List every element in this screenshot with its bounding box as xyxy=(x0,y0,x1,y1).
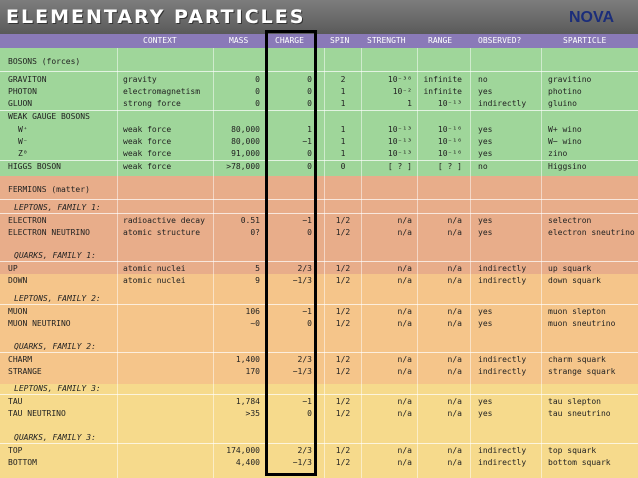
table-row xyxy=(0,227,638,239)
cell-strength: n/a xyxy=(397,307,412,316)
cell-observed: yes xyxy=(478,228,493,237)
cell-strength: 10⁻³⁸ xyxy=(387,75,412,84)
cell-mass: 4,400 xyxy=(235,458,260,467)
cell-observed: yes xyxy=(478,409,493,418)
cell-mass: 174,000 xyxy=(226,446,260,455)
cell-charge: −1 xyxy=(302,216,312,225)
cell-mass: 1,400 xyxy=(235,355,260,364)
cell-sparticle: muon sneutrino xyxy=(548,319,616,328)
section-label-bosons: BOSONS (forces) xyxy=(8,57,81,66)
column-divider xyxy=(213,48,214,478)
particle-name: TAU xyxy=(8,397,23,406)
column-divider xyxy=(470,48,471,478)
row-divider xyxy=(0,213,638,214)
cell-observed: indirectly xyxy=(478,355,527,364)
group-label: QUARKS, FAMILY 2: xyxy=(14,342,96,351)
row-divider xyxy=(0,261,638,262)
cell-context: weak force xyxy=(123,137,172,146)
cell-observed: indirectly xyxy=(478,276,527,285)
cell-range: n/a xyxy=(447,355,462,364)
cell-range: 10⁻¹⁶ xyxy=(437,149,462,158)
cell-mass: 106 xyxy=(245,307,260,316)
table-row xyxy=(0,306,638,318)
cell-spin: 1/2 xyxy=(335,458,351,467)
table-row xyxy=(0,98,638,110)
table-row xyxy=(0,457,638,469)
cell-observed: indirectly xyxy=(478,446,527,455)
page-title: ELEMENTARY PARTICLES xyxy=(6,6,306,28)
column-divider xyxy=(361,48,362,478)
cell-range: n/a xyxy=(447,458,462,467)
col-header-sparticle: SPARTICLE xyxy=(563,36,607,45)
cell-observed: yes xyxy=(478,149,493,158)
table-row xyxy=(0,445,638,457)
column-divider xyxy=(324,48,325,478)
cell-spin: 1/2 xyxy=(335,307,351,316)
cell-sparticle: down squark xyxy=(548,276,601,285)
particle-name: W⁺ xyxy=(18,125,28,134)
title-bar xyxy=(0,0,638,34)
cell-strength: n/a xyxy=(397,409,412,418)
col-header-spin: SPIN xyxy=(330,36,350,45)
cell-strength: n/a xyxy=(397,228,412,237)
cell-range: n/a xyxy=(447,409,462,418)
particle-name: W⁻ xyxy=(18,137,28,146)
col-header-context: CONTEXT xyxy=(143,36,177,45)
column-divider xyxy=(117,48,118,478)
cell-strength: n/a xyxy=(397,458,412,467)
col-header-charge: CHARGE xyxy=(275,36,304,45)
cell-sparticle: electron sneutrino xyxy=(548,228,635,237)
cell-strength: n/a xyxy=(397,276,412,285)
particle-name: STRANGE xyxy=(8,367,42,376)
cell-mass: 0.51 xyxy=(240,216,260,225)
cell-observed: yes xyxy=(478,307,493,316)
group-label: QUARKS, FAMILY 1: xyxy=(14,251,96,260)
cell-range: n/a xyxy=(447,307,462,316)
cell-mass: 9 xyxy=(255,276,260,285)
group-label-weak-bosons: WEAK GAUGE BOSONS xyxy=(8,112,90,121)
cell-charge: −1/3 xyxy=(292,367,312,376)
particle-name: CHARM xyxy=(8,355,33,364)
row-divider xyxy=(0,394,638,395)
cell-context: weak force xyxy=(123,149,172,158)
cell-spin: 1/2 xyxy=(335,276,351,285)
col-header-range: RANGE xyxy=(428,36,453,45)
particle-name: TAU NEUTRINO xyxy=(8,409,66,418)
particle-name: ELECTRON xyxy=(8,216,47,225)
cell-spin: 1/2 xyxy=(335,446,351,455)
row-divider xyxy=(0,443,638,444)
group-label: LEPTONS, FAMILY 3: xyxy=(14,384,101,393)
cell-observed: yes xyxy=(478,397,493,406)
cell-spin: 0 xyxy=(340,162,346,171)
cell-charge: −1/3 xyxy=(292,276,312,285)
cell-spin: 1/2 xyxy=(335,228,351,237)
cell-observed: yes xyxy=(478,137,493,146)
cell-sparticle: W+ wino xyxy=(548,125,582,134)
cell-mass: 91,000 xyxy=(231,149,260,158)
cell-strength: n/a xyxy=(397,216,412,225)
cell-charge: 2/3 xyxy=(297,355,312,364)
cell-observed: indirectly xyxy=(478,458,527,467)
table-row xyxy=(0,148,638,160)
cell-observed: indirectly xyxy=(478,264,527,273)
cell-observed: yes xyxy=(478,125,493,134)
group-label: QUARKS, FAMILY 3: xyxy=(14,433,96,442)
table-row xyxy=(0,396,638,408)
cell-observed: indirectly xyxy=(478,367,527,376)
cell-context: weak force xyxy=(123,162,172,171)
cell-spin: 1 xyxy=(340,87,346,96)
cell-range: n/a xyxy=(447,228,462,237)
cell-charge: 0 xyxy=(307,228,312,237)
particle-name: MUON xyxy=(8,307,28,316)
cell-observed: indirectly xyxy=(478,99,527,108)
cell-range: 10⁻¹⁶ xyxy=(437,137,462,146)
cell-mass: ~0 xyxy=(250,319,260,328)
cell-charge: 0 xyxy=(307,162,312,171)
cell-range: n/a xyxy=(447,397,462,406)
cell-range: n/a xyxy=(447,319,462,328)
row-divider xyxy=(0,71,638,72)
cell-range: [ ? ] xyxy=(437,162,462,171)
cell-range: n/a xyxy=(447,367,462,376)
cell-strength: 10⁻¹³ xyxy=(387,149,412,158)
cell-spin: 1/2 xyxy=(335,355,351,364)
cell-spin: 1/2 xyxy=(335,216,351,225)
row-divider xyxy=(0,110,638,111)
cell-strength: 1 xyxy=(407,99,412,108)
cell-charge: −1 xyxy=(302,397,312,406)
table-row xyxy=(0,124,638,136)
particle-name: GLUON xyxy=(8,99,33,108)
cell-sparticle: photino xyxy=(548,87,582,96)
cell-range: 10⁻¹⁶ xyxy=(437,125,462,134)
table-row xyxy=(0,408,638,420)
col-header-observed: OBSERVED? xyxy=(478,36,522,45)
cell-mass: 0 xyxy=(255,87,260,96)
cell-strength: 10⁻¹³ xyxy=(387,125,412,134)
particle-name: HIGGS BOSON xyxy=(8,162,61,171)
cell-sparticle: tau sneutrino xyxy=(548,409,611,418)
group-label: LEPTONS, FAMILY 2: xyxy=(14,294,101,303)
cell-context: weak force xyxy=(123,125,172,134)
cell-mass: 80,000 xyxy=(231,125,260,134)
cell-mass: 0 xyxy=(255,75,260,84)
col-header-strength: STRENGTH xyxy=(367,36,406,45)
cell-observed: yes xyxy=(478,87,493,96)
cell-sparticle: zino xyxy=(548,149,568,158)
cell-charge: −1 xyxy=(302,307,312,316)
cell-range: 10⁻¹³ xyxy=(437,99,462,108)
cell-range: infinite xyxy=(423,87,462,96)
cell-charge: 0 xyxy=(307,409,312,418)
nova-logo: NOVA xyxy=(568,9,614,26)
cell-strength: [ ? ] xyxy=(387,162,412,171)
row-divider xyxy=(0,352,638,353)
cell-range: n/a xyxy=(447,216,462,225)
cell-observed: no xyxy=(478,75,488,84)
table-row xyxy=(0,354,638,366)
cell-mass: 0? xyxy=(250,228,260,237)
table-row xyxy=(0,215,638,227)
table-row xyxy=(0,263,638,275)
cell-range: n/a xyxy=(447,264,462,273)
cell-observed: no xyxy=(478,162,488,171)
charge-column-highlight xyxy=(265,30,317,476)
cell-strength: n/a xyxy=(397,264,412,273)
cell-mass: >35 xyxy=(245,409,260,418)
cell-spin: 1/2 xyxy=(335,264,351,273)
cell-strength: 10⁻² xyxy=(392,87,412,96)
column-divider xyxy=(417,48,418,478)
particle-name: UP xyxy=(8,264,18,273)
cell-charge: 0 xyxy=(307,75,312,84)
cell-mass: 80,000 xyxy=(231,137,260,146)
table-row xyxy=(0,136,638,148)
particle-name: Z⁰ xyxy=(18,149,28,158)
cell-mass: >78,000 xyxy=(226,162,260,171)
particle-name: BOTTOM xyxy=(8,458,37,467)
cell-context: strong force xyxy=(123,99,181,108)
cell-sparticle: bottom squark xyxy=(548,458,611,467)
cell-spin: 1 xyxy=(340,99,346,108)
cell-charge: 2/3 xyxy=(297,264,312,273)
cell-charge: 0 xyxy=(307,99,312,108)
cell-strength: 10⁻¹³ xyxy=(387,137,412,146)
cell-sparticle: strange squark xyxy=(548,367,616,376)
cell-charge: 1 xyxy=(307,125,312,134)
cell-charge: 0 xyxy=(307,149,312,158)
cell-context: atomic nuclei xyxy=(123,276,186,285)
column-header-row xyxy=(0,34,638,48)
cell-sparticle: tau slepton xyxy=(548,397,601,406)
cell-sparticle: gravitino xyxy=(548,75,592,84)
cell-charge: 2/3 xyxy=(297,446,312,455)
cell-mass: 5 xyxy=(255,264,260,273)
cell-range: n/a xyxy=(447,276,462,285)
particle-name: DOWN xyxy=(8,276,28,285)
row-divider xyxy=(0,304,638,305)
cell-spin: 1/2 xyxy=(335,409,351,418)
table-row xyxy=(0,86,638,98)
cell-sparticle: muon slepton xyxy=(548,307,606,316)
cell-spin: 1 xyxy=(340,125,346,134)
cell-strength: n/a xyxy=(397,446,412,455)
cell-sparticle: selectron xyxy=(548,216,592,225)
cell-spin: 1/2 xyxy=(335,319,351,328)
cell-mass: 1,784 xyxy=(235,397,260,406)
cell-strength: n/a xyxy=(397,355,412,364)
cell-spin: 1/2 xyxy=(335,397,351,406)
cell-range: n/a xyxy=(447,446,462,455)
section-label-fermions: FERMIONS (matter) xyxy=(8,185,90,194)
cell-spin: 1 xyxy=(340,137,346,146)
cell-spin: 2 xyxy=(340,75,346,84)
particle-name: PHOTON xyxy=(8,87,37,96)
cell-context: electromagnetism xyxy=(123,87,201,96)
cell-charge: 0 xyxy=(307,319,312,328)
column-divider xyxy=(541,48,542,478)
particle-name: MUON NEUTRINO xyxy=(8,319,71,328)
cell-context: atomic nuclei xyxy=(123,264,186,273)
group-label: LEPTONS, FAMILY 1: xyxy=(14,203,101,212)
cell-charge: −1 xyxy=(302,137,312,146)
cell-sparticle: top squark xyxy=(548,446,597,455)
cell-strength: n/a xyxy=(397,397,412,406)
cell-charge: 0 xyxy=(307,87,312,96)
row-divider xyxy=(0,199,638,200)
table-row xyxy=(0,74,638,86)
cell-range: infinite xyxy=(423,75,462,84)
cell-sparticle: charm squark xyxy=(548,355,606,364)
cell-sparticle: W− wino xyxy=(548,137,582,146)
cell-observed: yes xyxy=(478,319,493,328)
cell-strength: n/a xyxy=(397,367,412,376)
particle-name: TOP xyxy=(8,446,23,455)
cell-context: gravity xyxy=(123,75,157,84)
table-row xyxy=(0,275,638,287)
cell-context: atomic structure xyxy=(123,228,201,237)
cell-mass: 0 xyxy=(255,99,260,108)
cell-observed: yes xyxy=(478,216,493,225)
table-row xyxy=(0,318,638,330)
cell-strength: n/a xyxy=(397,319,412,328)
table-row xyxy=(0,161,638,173)
col-header-mass: MASS xyxy=(229,36,249,45)
cell-mass: 170 xyxy=(245,367,260,376)
cell-spin: 1/2 xyxy=(335,367,351,376)
cell-spin: 1 xyxy=(340,149,346,158)
cell-sparticle: up squark xyxy=(548,264,592,273)
cell-charge: −1/3 xyxy=(292,458,312,467)
particle-name: GRAVITON xyxy=(8,75,47,84)
table-row xyxy=(0,366,638,378)
cell-sparticle: gluino xyxy=(548,99,577,108)
particle-name: ELECTRON NEUTRINO xyxy=(8,228,90,237)
cell-sparticle: Higgsino xyxy=(548,162,587,171)
cell-context: radioactive decay xyxy=(123,216,205,225)
